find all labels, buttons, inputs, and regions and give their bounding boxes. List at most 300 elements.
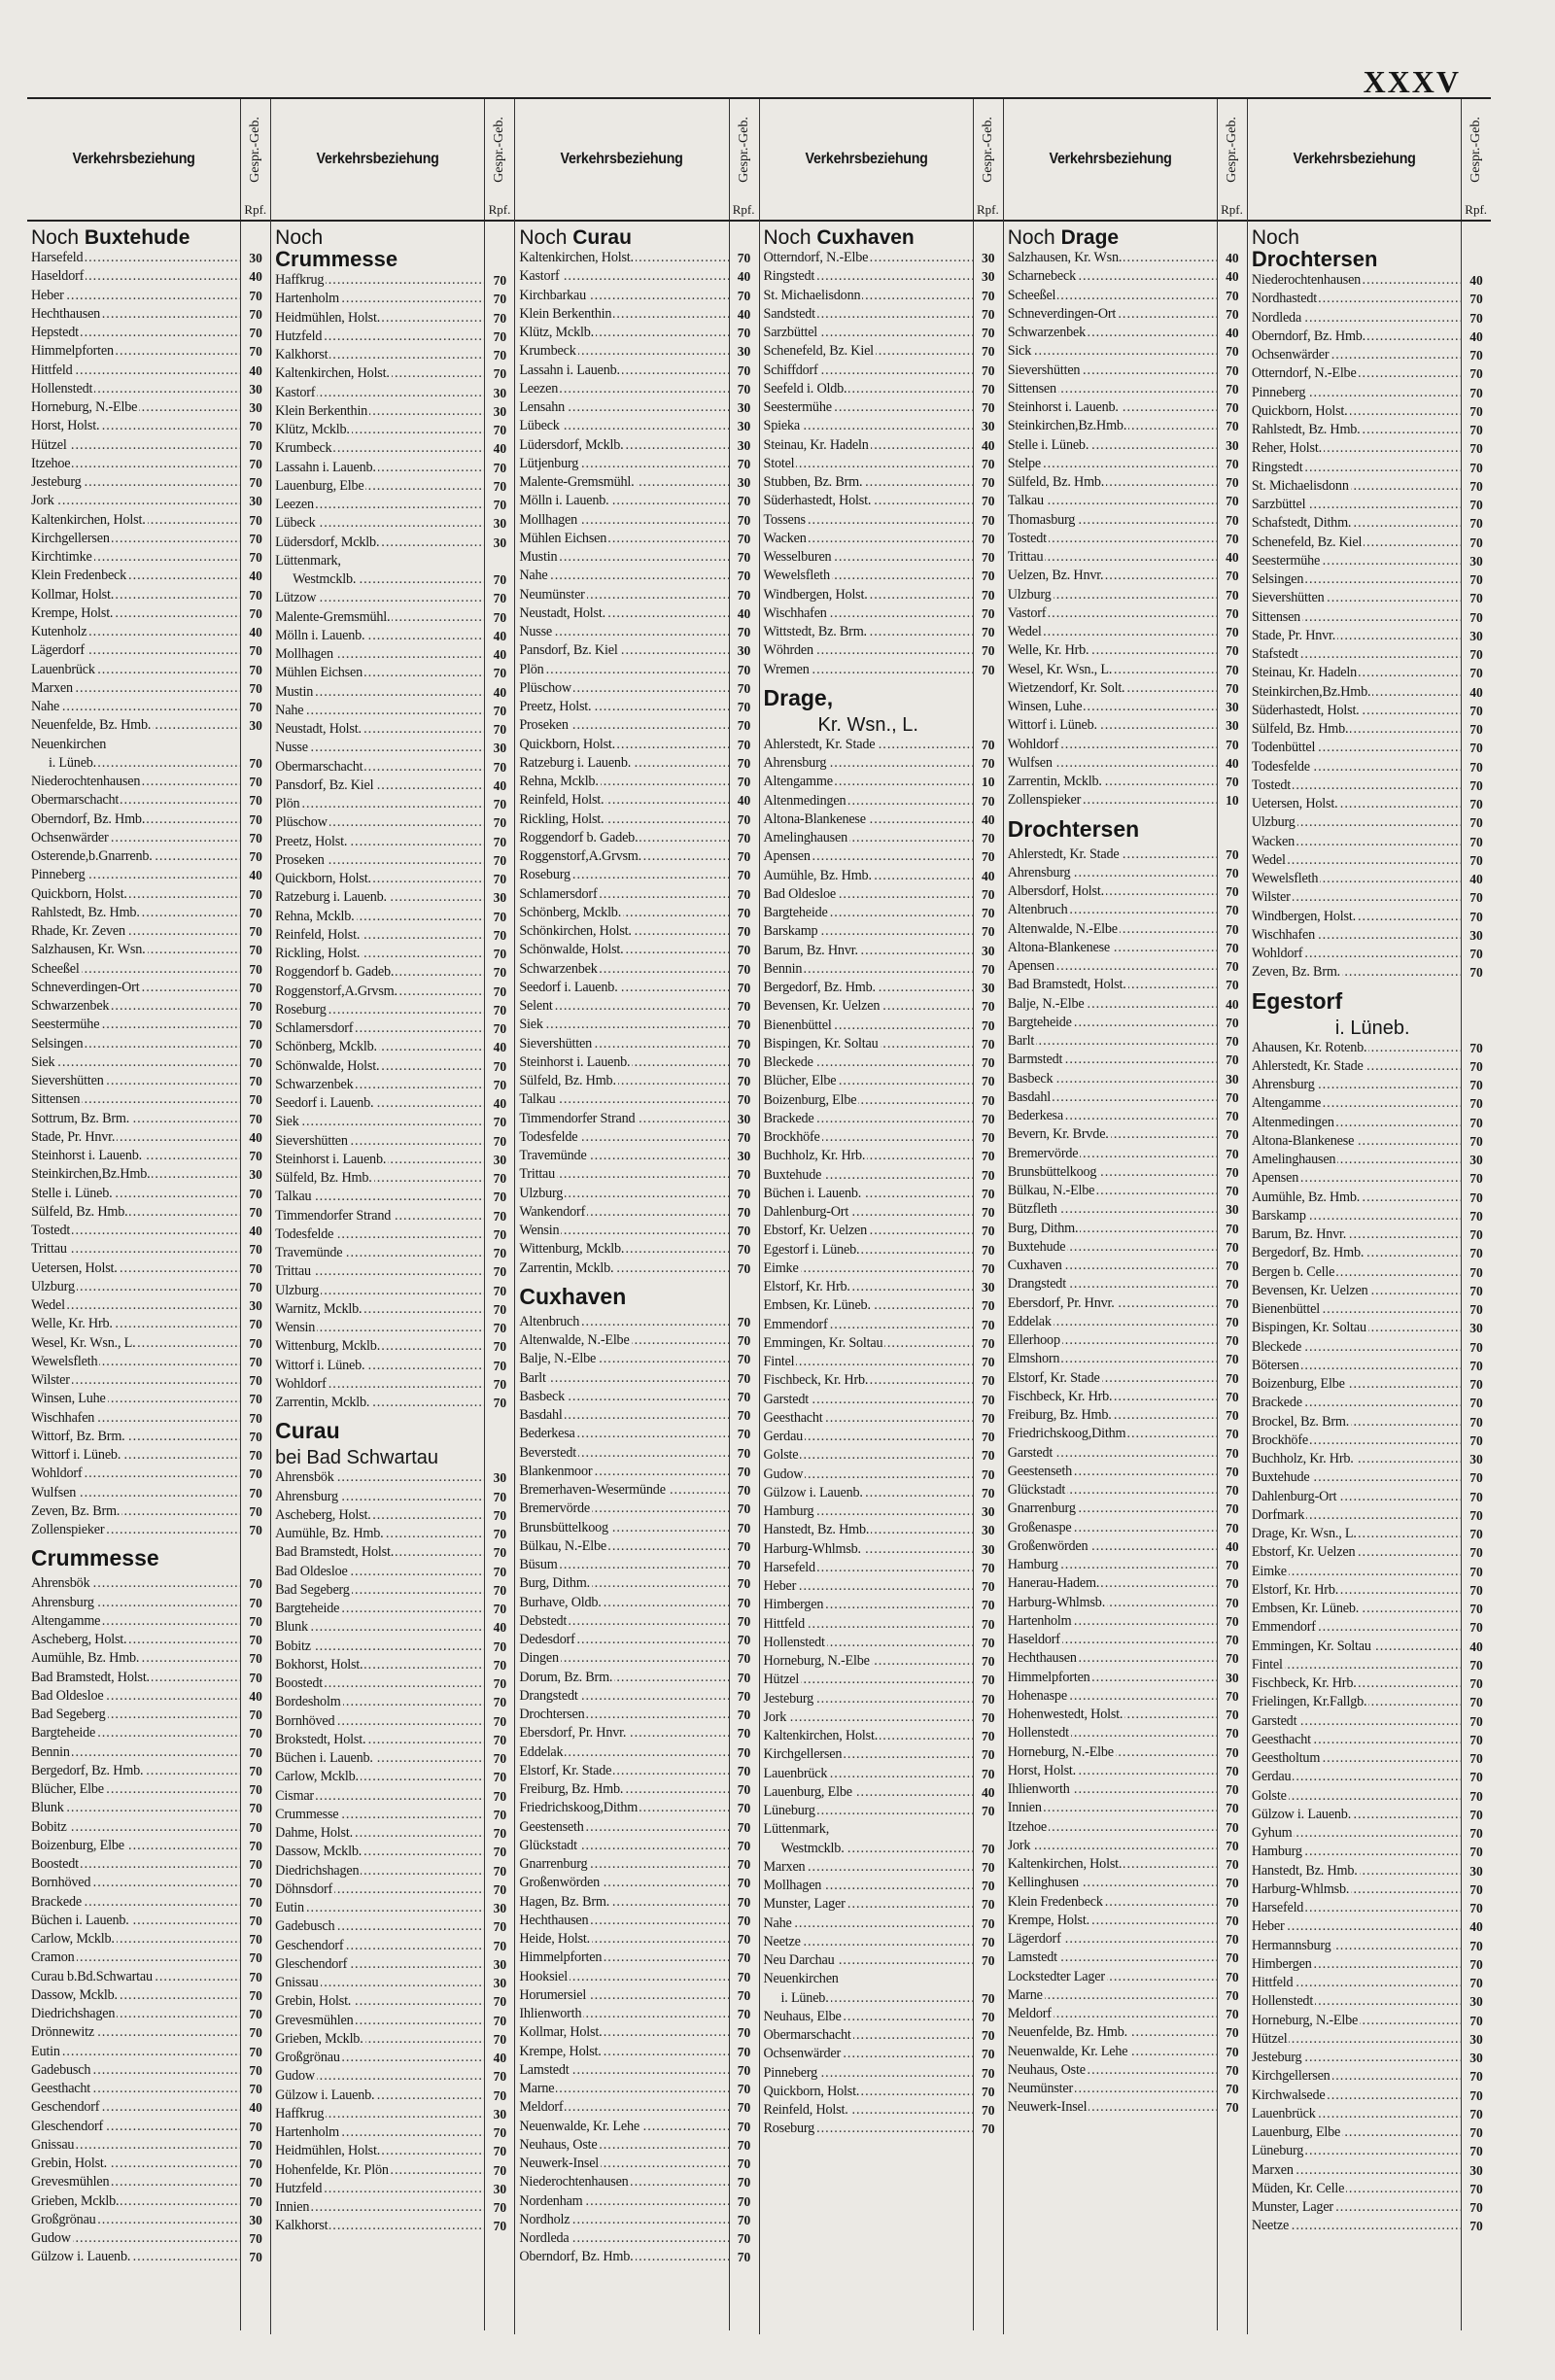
table-row [271, 1787, 514, 1806]
place-name [27, 548, 241, 567]
place-name [1004, 1537, 1218, 1556]
table-row [515, 287, 758, 305]
place-name [515, 791, 729, 810]
table-row [760, 1540, 1003, 1559]
rate-value: 70 [249, 550, 262, 566]
table-row [515, 641, 758, 660]
table-row [1004, 1125, 1247, 1144]
rate-value: 70 [1226, 1015, 1239, 1030]
rate-value: 70 [737, 2025, 751, 2041]
table-row [27, 1612, 270, 1631]
rate-value: 70 [981, 999, 995, 1015]
place-name-text: Glückstadt [1007, 1482, 1066, 1499]
rate-value: 70 [493, 478, 507, 494]
table-row [1248, 926, 1491, 945]
table-row [1248, 328, 1491, 346]
table-row [760, 1559, 1003, 1577]
place-name [1004, 1182, 1218, 1200]
place-name-text: Plön [519, 661, 544, 677]
place-name [515, 1406, 729, 1425]
place-name-text: Pinneberg [31, 867, 86, 883]
table-row [1248, 2142, 1491, 2160]
place-name [1004, 939, 1218, 957]
rate-value: 70 [737, 1857, 751, 1873]
place-name-text: Plön [275, 796, 300, 812]
place-name [1248, 963, 1462, 982]
place-name-text: Hützel [31, 436, 67, 453]
place-name-text: Gülzow i. Lauenb. [763, 1484, 863, 1500]
rate-value: 70 [737, 1260, 751, 1276]
rate-value: 70 [1226, 903, 1239, 918]
table-row [760, 1596, 1003, 1614]
place-name [27, 586, 241, 604]
column-body [1004, 222, 1247, 2330]
place-name-text: Schiffdorf [763, 362, 818, 378]
place-name [271, 1917, 485, 1936]
place-name [271, 589, 485, 607]
rate-value: 40 [1469, 1638, 1483, 1654]
table-row [515, 1574, 758, 1593]
place-name-text: Diedrichshagen [275, 1862, 360, 1879]
column-header [271, 99, 514, 222]
place-name [27, 530, 241, 548]
place-name-text: Wittorf i. Lüneb. [275, 1357, 365, 1373]
table-row [515, 1072, 758, 1090]
table-row [27, 1594, 270, 1612]
place-name [27, 698, 241, 716]
place-name [27, 811, 241, 829]
rate-value: 70 [981, 1130, 995, 1146]
table-row [1004, 1743, 1247, 1762]
table-row [271, 2198, 514, 2217]
table-row [1004, 362, 1247, 380]
rate-value: 70 [981, 1766, 995, 1781]
place-name [1248, 1843, 1462, 1861]
rate-value: 30 [1469, 553, 1483, 569]
place-name [1248, 758, 1462, 776]
place-name-text: Bargteheide [763, 905, 828, 921]
table-row [760, 2064, 1003, 2083]
rate-value: 70 [737, 2212, 751, 2227]
place-name-text: Steinau, Kr. Hadeln [1251, 665, 1357, 681]
place-name-text: Bordesholm [275, 1694, 341, 1710]
rate-value: 70 [737, 381, 751, 397]
place-name [1248, 552, 1462, 570]
rate-value: 70 [493, 1807, 507, 1822]
place-name-text: Wremen [763, 661, 810, 677]
rate-value: 70 [737, 980, 751, 995]
table-row [1004, 1463, 1247, 1481]
rate-value: 70 [981, 1018, 995, 1033]
rate-value: 70 [249, 2250, 262, 2265]
place-name [515, 2043, 729, 2061]
rate-value: 70 [249, 437, 262, 453]
place-name-text: Aumühle, Bz. Hmb. [1251, 1189, 1361, 1205]
rate-value: 70 [249, 1670, 262, 1685]
section-heading [27, 227, 270, 249]
unit-label: Rpf. [976, 202, 999, 217]
rate-value: 70 [981, 1990, 995, 2006]
page-number: XXXV [1363, 64, 1461, 99]
rate-value: 70 [493, 609, 507, 625]
table-row [760, 960, 1003, 979]
place-name-text: Bornhöved [275, 1712, 335, 1729]
table-row [1248, 608, 1491, 627]
place-name [1248, 1656, 1462, 1674]
rate-value: 40 [737, 605, 751, 621]
place-name-text: Bevern, Kr. Brvde. [1007, 1126, 1109, 1143]
place-name-text: Nusse [519, 624, 553, 640]
table-row [271, 1337, 514, 1356]
rate-value: 70 [493, 1732, 507, 1747]
place-name [271, 1543, 485, 1562]
rate-value: 70 [1469, 1396, 1483, 1411]
place-name [1248, 1768, 1462, 1786]
place-name-text: Golste [763, 1447, 799, 1464]
table-column [759, 99, 1003, 2334]
place-name [1004, 1070, 1218, 1088]
place-name [27, 2136, 241, 2155]
place-name-text: Dahme, Holst. [275, 1825, 353, 1842]
place-name-text: Boizenburg, Elbe [31, 1837, 124, 1853]
table-row [515, 1986, 758, 2005]
place-name [27, 2023, 241, 2042]
table-row [27, 1574, 270, 1593]
place-name-text: Kirchgellersen [763, 1746, 843, 1763]
place-name-text: Zeven, Bz. Brm. [31, 1502, 121, 1519]
rate-value: 70 [737, 2062, 751, 2078]
place-name [271, 1188, 485, 1206]
place-name [515, 1799, 729, 1817]
section-title: Crummesse [275, 247, 398, 271]
place-name-text: Hittfeld [763, 1615, 806, 1632]
place-name [515, 1035, 729, 1053]
place-name-text: Jork [31, 493, 54, 509]
place-name [27, 287, 241, 305]
place-name-text: Seestermühe [1251, 552, 1321, 569]
rate-value: 70 [493, 1077, 507, 1092]
rate-value: 70 [249, 2156, 262, 2172]
table-row [271, 570, 514, 589]
place-name-text: Stelle i. Lüneb. [1007, 436, 1089, 453]
table-row [271, 290, 514, 308]
place-name [760, 997, 974, 1016]
place-name [515, 736, 729, 754]
place-name [1248, 439, 1462, 458]
place-name-text: Altengamme [31, 1612, 101, 1629]
table-row [760, 1259, 1003, 1278]
place-name-text: Amelinghausen [1251, 1152, 1336, 1168]
table-row [27, 1296, 270, 1315]
place-name [515, 1369, 729, 1388]
table-row [515, 1165, 758, 1184]
place-name-text: Gadebusch [275, 1918, 335, 1935]
place-name [1248, 328, 1462, 346]
place-name-text: Büchen i. Lauenb. [31, 1912, 129, 1928]
table-row [1004, 1070, 1247, 1088]
table-row [27, 2023, 270, 2042]
table-row [271, 1375, 514, 1394]
table-row [1004, 920, 1247, 939]
rate-value: 70 [493, 1582, 507, 1598]
table-row [1248, 1937, 1491, 1955]
table-row [27, 1649, 270, 1668]
table-row [271, 1262, 514, 1281]
place-name [1248, 608, 1462, 627]
rate-value: 70 [737, 811, 751, 827]
rate-value: 30 [249, 400, 262, 416]
place-name-text: Krumbeck [275, 440, 332, 457]
rate-value: 70 [1469, 2219, 1483, 2234]
place-name-text: Wesel, Kr. Wsn., L. [31, 1334, 136, 1351]
place-name [515, 941, 729, 959]
rate-value: 70 [737, 1538, 751, 1554]
place-name-text: Timmendorfer Strand [519, 1110, 636, 1126]
table-column [270, 99, 514, 2334]
place-name-text: Nahe [275, 702, 304, 718]
table-row [515, 1425, 758, 1443]
rate-value: 70 [1226, 2025, 1239, 2041]
place-name-text: Oberndorf, Bz. Hmb. [519, 2249, 634, 2265]
rate-value: 70 [981, 886, 995, 902]
table-row [1248, 720, 1491, 739]
rate-value: 70 [1469, 1545, 1483, 1561]
rate-value: 70 [981, 2121, 995, 2137]
place-name [1004, 845, 1218, 864]
rate-value: 70 [981, 569, 995, 584]
table-row [760, 1840, 1003, 1858]
rate-value: 70 [1226, 775, 1239, 790]
place-name [760, 530, 974, 548]
rate-value: 70 [493, 1301, 507, 1317]
rate-value: 70 [249, 1054, 262, 1070]
place-name [271, 2012, 485, 2030]
table-row [271, 1094, 514, 1113]
place-name-text: Wittorf i. Lüneb. [1007, 717, 1097, 734]
place-name-text: Eimke [763, 1259, 799, 1276]
table-row [1004, 1986, 1247, 2005]
place-name [27, 1353, 241, 1371]
table-row [27, 791, 270, 810]
place-name-text: Altenbruch [519, 1313, 580, 1329]
section-title: Drochtersen [1007, 815, 1140, 842]
place-name [515, 1949, 729, 1967]
rate-header-label: Gespr.-Geb. [980, 117, 995, 183]
table-row [27, 586, 270, 604]
rate-value: 70 [249, 1186, 262, 1201]
rate-value: 70 [249, 980, 262, 995]
place-name-text: Mustin [519, 549, 558, 566]
table-row [271, 364, 514, 383]
table-row [515, 1053, 758, 1072]
table-row [515, 1537, 758, 1556]
place-name [1004, 1687, 1218, 1706]
rate-value: 70 [1469, 666, 1483, 681]
place-name-text: Grebin, Holst. [31, 2156, 107, 2172]
table-row [1248, 945, 1491, 963]
place-name [27, 1128, 241, 1147]
place-name [27, 342, 241, 361]
rate-value: 40 [1469, 684, 1483, 700]
rate-value: 40 [1226, 326, 1239, 341]
place-name [271, 1899, 485, 1917]
rate-value: 30 [249, 494, 262, 509]
place-name-text: Spieka [763, 418, 800, 434]
place-name [27, 1631, 241, 1649]
place-name [1248, 1992, 1462, 2011]
rate-value: 70 [981, 2084, 995, 2099]
rate-value: 70 [249, 1613, 262, 1629]
place-name [1004, 641, 1218, 660]
rate-value: 70 [981, 1466, 995, 1482]
rate-value: 70 [981, 475, 995, 491]
place-name-text: Neumünster [1007, 2081, 1074, 2097]
table-row [1248, 271, 1491, 290]
rate-value: 70 [249, 1074, 262, 1089]
table-row [760, 829, 1003, 847]
place-name [1004, 1406, 1218, 1425]
table-row [1248, 1824, 1491, 1843]
place-name-text: Debstedt [519, 1612, 568, 1629]
place-name [27, 1090, 241, 1109]
place-name [515, 1855, 729, 1874]
rate-value: 30 [1469, 2031, 1483, 2047]
place-name-text: Brunsbüttelkoog [1007, 1163, 1097, 1180]
place-name-text: Großgrönau [31, 2211, 96, 2227]
rate-value: 70 [981, 494, 995, 509]
rate-value: 70 [493, 1564, 507, 1579]
place-name [1004, 1930, 1218, 1949]
place-name [1248, 271, 1462, 290]
place-name [271, 2049, 485, 2067]
place-name-text: Lauenbrück [31, 661, 95, 677]
place-name [1248, 1955, 1462, 1974]
place-name [760, 1371, 974, 1390]
place-name-text: Nusse [275, 740, 308, 756]
place-name [515, 1185, 729, 1203]
table-row [760, 1147, 1003, 1165]
place-name [1004, 1032, 1218, 1051]
place-name-text: Harsefeld [31, 250, 84, 266]
rate-value: 30 [737, 344, 751, 360]
table-row [1004, 976, 1247, 994]
rate-value: 70 [981, 1186, 995, 1201]
place-name-text: Carlow, Mcklb. [31, 1931, 115, 1948]
place-name [271, 2067, 485, 2086]
rate-value: 40 [493, 777, 507, 793]
table-row [1248, 589, 1491, 607]
table-row [271, 739, 514, 757]
place-name-text: Elstorf, Kr. Stade [519, 1762, 612, 1778]
rate-value: 70 [1226, 1146, 1239, 1161]
rate-value: 70 [1469, 1414, 1483, 1430]
table-row [27, 1949, 270, 1967]
table-row [271, 776, 514, 795]
rate-value: 70 [1226, 2100, 1239, 2116]
place-name-text: Zarrentin, Mcklb. [275, 1395, 370, 1411]
place-name-text: Niederochtenhausen [519, 2174, 629, 2190]
place-name-text: Horst, Holst. [1007, 1762, 1076, 1778]
table-row [27, 1409, 270, 1428]
table-row [1004, 1014, 1247, 1032]
place-name [1004, 1724, 1218, 1742]
place-name-text: Stubben, Bz. Brm. [763, 474, 863, 491]
table-row [1004, 436, 1247, 455]
table-row [1248, 496, 1491, 514]
rate-value: 70 [981, 906, 995, 921]
place-name-text: Buxtehude [763, 1166, 822, 1183]
place-name [515, 342, 729, 361]
rate-value: 70 [1226, 625, 1239, 640]
table-row [1004, 864, 1247, 882]
place-name [1004, 1107, 1218, 1125]
table-row [515, 1519, 758, 1537]
place-name-text: Schenefeld, Bz. Kiel [1251, 534, 1363, 550]
table-row [27, 1631, 270, 1649]
place-name-text: Gerdau [763, 1429, 804, 1445]
table-row [271, 983, 514, 1001]
place-name [1004, 1350, 1218, 1368]
place-name [760, 1353, 974, 1371]
rate-value: 70 [1226, 1352, 1239, 1367]
place-name [760, 2045, 974, 2063]
place-name [1004, 2061, 1218, 2080]
place-name-text: Ahrensburg [1251, 1077, 1315, 1093]
table-row [27, 2136, 270, 2155]
table-row [1248, 702, 1491, 720]
place-name [760, 1091, 974, 1110]
table-row [1004, 511, 1247, 530]
table-row [271, 1656, 514, 1674]
place-name-text: Ebstorf, Kr. Uelzen [1251, 1544, 1356, 1561]
rate-value: 70 [493, 872, 507, 887]
rate-value: 70 [249, 1595, 262, 1610]
place-name-text: Bremervörde [1007, 1145, 1079, 1161]
table-row [760, 1072, 1003, 1090]
place-name-text: Leezen [275, 497, 314, 513]
rate-value: 70 [1469, 366, 1483, 382]
place-name [271, 1937, 485, 1955]
place-name-text: Bederkesa [1007, 1108, 1063, 1124]
rate-value: 70 [1469, 1938, 1483, 1953]
rate-value: 70 [493, 2200, 507, 2216]
place-name [760, 1409, 974, 1428]
place-name-text: Brockhöfe [1251, 1431, 1308, 1448]
rate-value: 40 [1226, 251, 1239, 266]
place-name-text: Burhave, Oldb. [519, 1594, 602, 1610]
rate-value: 70 [981, 512, 995, 528]
place-name [515, 2155, 729, 2173]
table-row [27, 1390, 270, 1408]
rate-value: 70 [1469, 2087, 1483, 2103]
table-row [1248, 1169, 1491, 1188]
rate-value: 70 [493, 1115, 507, 1130]
table-row [1004, 1444, 1247, 1463]
table-row [27, 2173, 270, 2191]
rate-value: 70 [1469, 1826, 1483, 1842]
rate-value: 70 [737, 1314, 751, 1329]
place-name-text: Kalkhorst [275, 2218, 328, 2234]
rate-value: 70 [249, 775, 262, 790]
table-row [1004, 1519, 1247, 1537]
place-name [271, 1094, 485, 1113]
table-row [1004, 455, 1247, 473]
rate-value: 70 [981, 643, 995, 659]
rate-value: 70 [493, 1396, 507, 1411]
place-name [27, 567, 241, 585]
place-name [1248, 514, 1462, 533]
place-name-text: Kastorf [519, 268, 560, 285]
